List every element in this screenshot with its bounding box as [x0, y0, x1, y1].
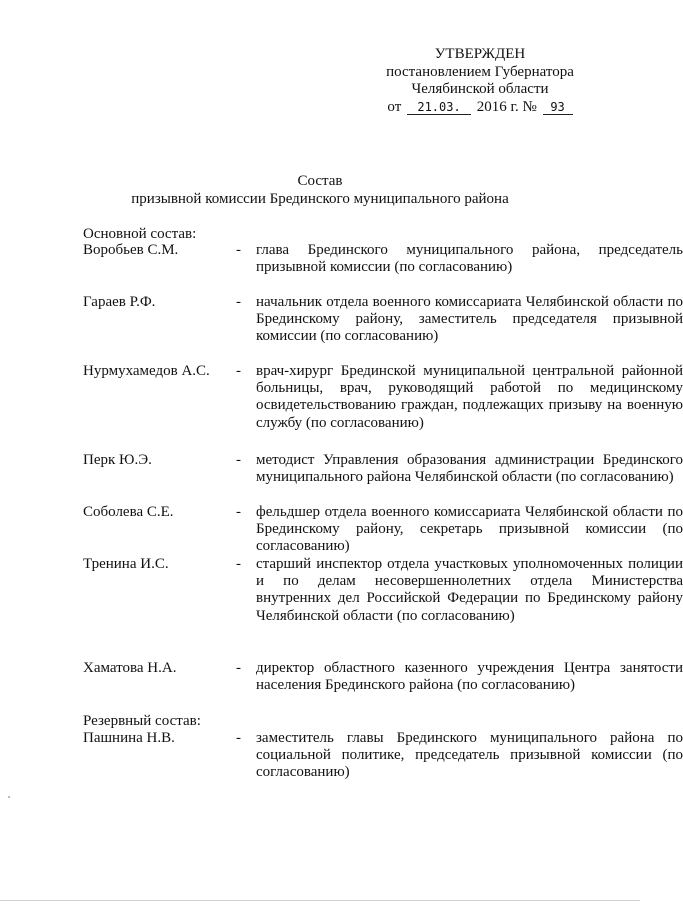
date-value: 21.03. — [407, 100, 471, 115]
member-role: врач-хирург Брединской муниципальной центральной районной больницы, врач, руководящий работой по медицинскому освидетельствованию граждан, подлежащих призыву на военную службу (по согласованию) — [256, 363, 683, 431]
scan-speck — [8, 796, 10, 798]
member-dash: - — [236, 730, 241, 746]
member-dash: - — [236, 363, 241, 379]
member-name: Воробьев С.М. — [83, 242, 179, 258]
document-number: 93 — [543, 100, 573, 115]
reserve-section-label: Резервный состав: — [83, 713, 201, 729]
page-bottom-edge — [0, 900, 640, 901]
member-role: старший инспектор отдела участковых уполномоченных полиции и по делам несовершеннолетних отдела Министерства внутренних дел Российской Федерации по Брединскому району Челябинской области (по согласованию) — [256, 556, 683, 624]
member-name: Пашнина Н.В. — [83, 730, 175, 746]
member-name: Хаматова Н.А. — [83, 660, 177, 676]
member-dash: - — [236, 294, 241, 310]
member-role: методист Управления образования администрации Брединского муниципального района Челябинской области (по согласованию) — [256, 452, 683, 486]
member-dash: - — [236, 556, 241, 572]
member-dash: - — [236, 452, 241, 468]
approval-line-2: Челябинской области — [411, 81, 549, 98]
member-dash: - — [236, 242, 241, 258]
title-line-2: призывной комиссии Брединского муниципального района — [131, 191, 509, 207]
approval-heading: УТВЕРЖДЕН — [434, 46, 526, 62]
approval-line-1: постановлением Губернатора — [386, 63, 574, 80]
title-line-1: Состав — [297, 173, 343, 189]
member-role: начальник отдела военного комиссариата Челябинской области по Брединскому району, заместитель председателя призывной комиссии (по согласованию) — [256, 294, 683, 345]
approval-block — [375, 46, 585, 116]
member-name: Соболева С.Е. — [83, 504, 174, 520]
member-role: глава Брединского муниципального района, председатель призывной комиссии (по согласованию) — [256, 242, 683, 276]
member-role: директор областного казенного учреждения Центра занятости населения Брединского района (по согласованию) — [256, 660, 683, 694]
main-section-label: Основной состав: — [83, 226, 197, 242]
date-prefix: от — [387, 98, 402, 115]
document-title — [100, 172, 540, 208]
member-name: Перк Ю.Э. — [83, 452, 152, 468]
member-name: Тренина И.С. — [83, 556, 169, 572]
member-dash: - — [236, 504, 241, 520]
member-role: заместитель главы Брединского муниципального района по социальной политике, председатель призывной комиссии (по согласованию) — [256, 730, 683, 781]
member-role: фельдшер отдела военного комиссариата Челябинской области по Брединскому району, секретарь призывной комиссии (по согласованию) — [256, 504, 683, 555]
member-name: Нурмухамедов А.С. — [83, 363, 210, 379]
member-dash: - — [236, 660, 241, 676]
member-name: Гараев Р.Ф. — [83, 294, 156, 310]
approval-date-line — [375, 99, 585, 117]
year-text: 2016 г. № — [476, 98, 537, 115]
